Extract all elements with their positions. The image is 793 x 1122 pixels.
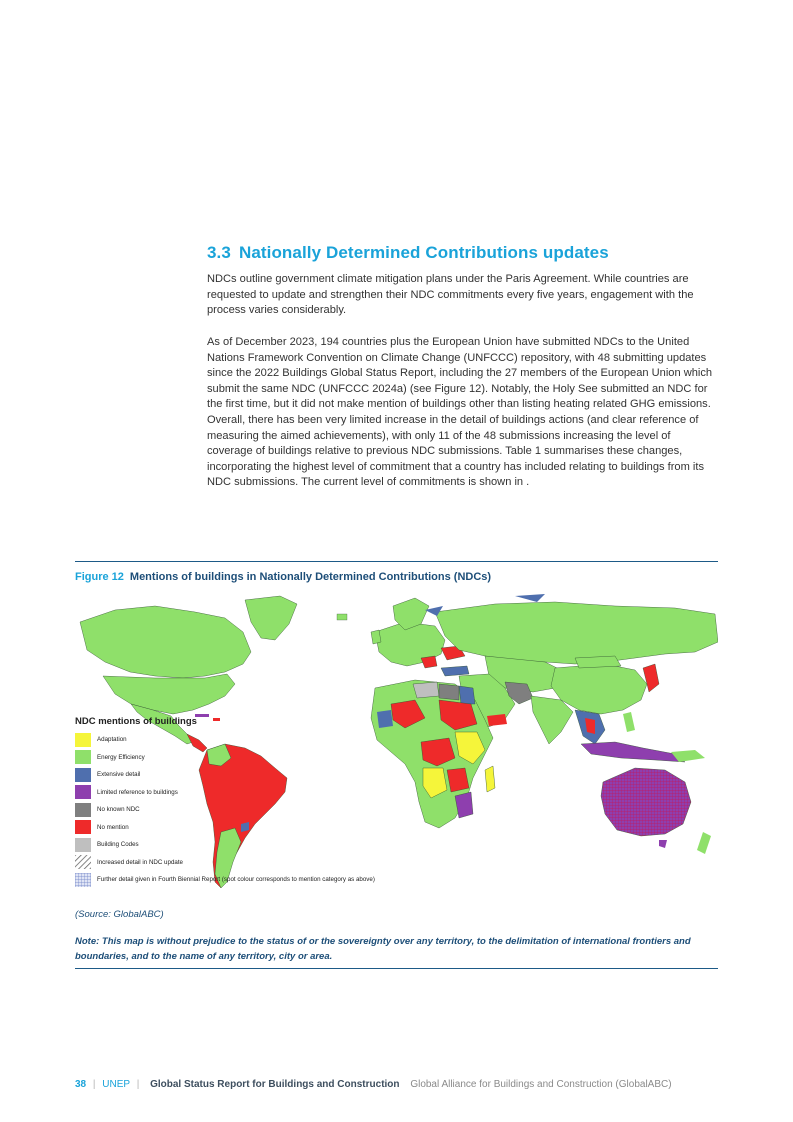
philippines <box>623 712 635 732</box>
figure-top-rule <box>75 561 718 562</box>
uk <box>371 630 381 644</box>
paragraph-ndc-status: As of December 2023, 194 countries plus the European Union have submitted NDCs to the United Nations Framework Convention on Climate Change (UNFCCC) repository, with 48 submitting updates since the 2022 Buildings Global Status Report, including the 27 members of the European Union which submit the same NDC (UNFCCC 2024a) (see Figure 12). Notably, the Holy See submitted an NDC for the first time, but it did not make mention of buildings other than listing heating related GHG emissions. Overall, there has been very limited increase in the detail of buildings actions (and clear reference of measuring the aimed achievements), with only 11 of the 48 submissions increasing the level of coverage of buildings relative to previous NDC submissions. Table 1 summarises these changes, incorporating the highest level of commitment that a country has included relating to buildings from its NDC submissions. The current level of commitments is shown in . <box>207 336 713 489</box>
legend-label: Building Codes <box>97 841 139 849</box>
legend-item <box>75 749 435 767</box>
russia <box>435 602 718 664</box>
yemen <box>487 714 507 726</box>
legend-swatch-adaptation <box>75 733 91 747</box>
legend-swatch-building-codes <box>75 838 91 852</box>
legend-label: No known NDC <box>97 806 140 814</box>
legend-item <box>75 801 435 819</box>
australia <box>601 768 691 836</box>
egypt <box>459 686 475 704</box>
figure-caption <box>75 571 491 583</box>
footer-separator: | <box>136 1079 140 1090</box>
figure-note: Note: This map is without prejudice to the status of or the sovereignty over any territory, to the delimitation of international frontiers and boundaries, and to the name of any territory, city or area. <box>75 936 691 962</box>
footer-report-title: Global Status Report for Buildings and Construction <box>150 1079 400 1090</box>
mongolia <box>575 656 621 668</box>
legend-item <box>75 784 435 802</box>
legend-label: Adaptation <box>97 736 127 744</box>
north-america-north <box>80 606 251 678</box>
footer-publisher: Global Alliance for Buildings and Construction (GlobalABC) <box>410 1079 672 1090</box>
legend-label: Increased detail in NDC update <box>97 858 183 866</box>
balkans <box>421 656 437 668</box>
legend-swatch-no-mention <box>75 820 91 834</box>
page-footer <box>75 1079 672 1090</box>
legend-swatch-further-detail <box>75 873 91 887</box>
figure-title: Mentions of buildings in Nationally Determined Contributions (NDCs) <box>129 571 492 583</box>
north-africa-grey <box>413 682 439 698</box>
figure-number: Figure 12 <box>75 571 124 583</box>
libya-grey <box>439 684 459 700</box>
mozambique-purple <box>455 792 473 818</box>
legend-swatch-energy-efficiency <box>75 750 91 764</box>
legend-swatch-no-known-ndc <box>75 803 91 817</box>
greenland <box>245 596 297 640</box>
page-number: 38 <box>75 1079 87 1090</box>
legend-item <box>75 731 435 749</box>
footer-org: UNEP <box>102 1079 130 1090</box>
legend-item <box>75 854 435 872</box>
legend-item <box>75 766 435 784</box>
section-title: Nationally Determined Contributions updates <box>238 243 609 262</box>
legend-swatch-extensive-detail <box>75 768 91 782</box>
figure-source: (Source: GlobalABC) <box>75 909 164 920</box>
section-number: 3.3 <box>207 243 231 262</box>
zambia-red <box>447 768 469 792</box>
legend-title: NDC mentions of buildings <box>75 716 197 727</box>
legend-label: Limited reference to buildings <box>97 788 178 796</box>
map-legend <box>75 716 435 889</box>
legend-swatch-limited-reference <box>75 785 91 799</box>
turkey <box>441 666 469 676</box>
legend-label: Further detail given in Fourth Biennial Report (spot colour corresponds to mention category as above) <box>97 876 375 884</box>
iceland <box>337 614 347 620</box>
indonesia <box>581 742 685 762</box>
legend-label: Energy Efficiency <box>97 753 145 761</box>
legend-item <box>75 871 435 889</box>
legend-label: No mention <box>97 823 129 831</box>
figure-bottom-rule <box>75 968 718 969</box>
legend-item <box>75 819 435 837</box>
madagascar <box>485 766 495 792</box>
legend-label: Extensive detail <box>97 771 141 779</box>
new-zealand <box>697 832 711 854</box>
legend-item <box>75 836 435 854</box>
footer-separator: | <box>92 1079 96 1090</box>
section-heading <box>207 243 609 263</box>
usa <box>103 674 235 714</box>
tasmania <box>659 840 667 848</box>
arctic-islands <box>515 594 545 602</box>
legend-swatch-increased-detail <box>75 855 91 869</box>
paragraph-intro: NDCs outline government climate mitigation plans under the Paris Agreement. While countries are requested to update and strengthen their NDC commitments every five years, engagement with the process varies considerably. <box>207 273 694 317</box>
